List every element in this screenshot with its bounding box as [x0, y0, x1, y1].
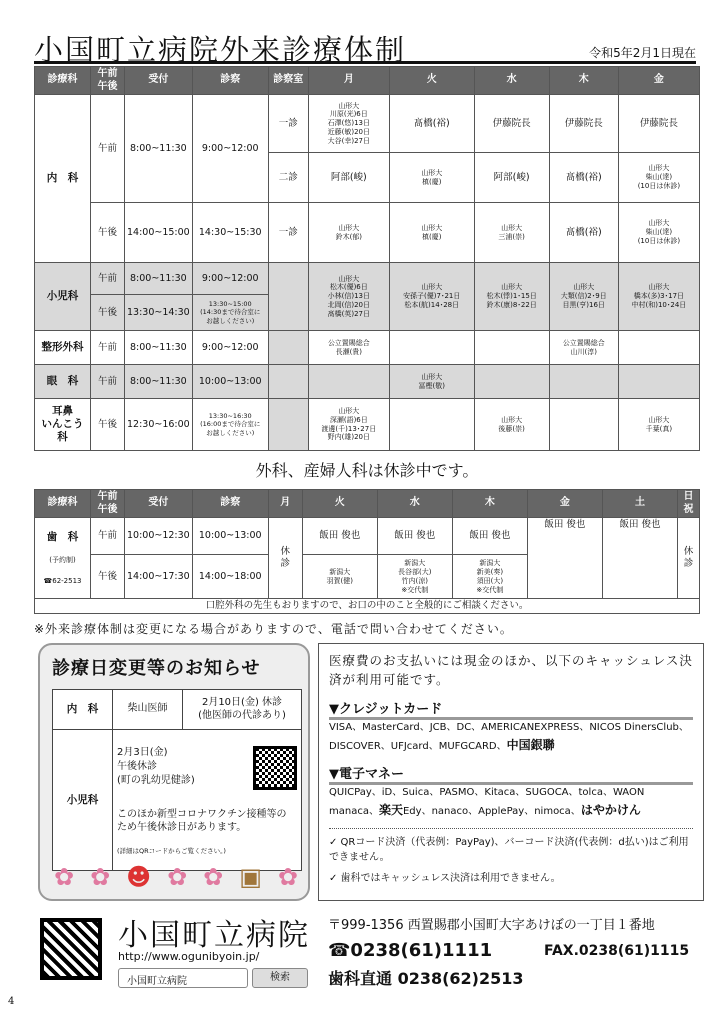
- th-ampm: 午前午後: [91, 67, 125, 95]
- cell: 山形大 深瀬(語)6日 渡邊(千)13･27日 野内(雄)20日: [308, 399, 389, 451]
- cell-empty: [268, 263, 308, 331]
- cell: 伊藤院長: [618, 95, 699, 153]
- th-thu: 木: [549, 67, 618, 95]
- table-row: [35, 599, 700, 614]
- cell: 山形大 鈴木(郁): [308, 203, 389, 263]
- qr-code-icon[interactable]: [40, 918, 102, 980]
- cell: 午前: [91, 331, 125, 365]
- cell: 8:00~11:30: [125, 331, 193, 365]
- cell: 新潟大 新美(奏) 須田(大) ※交代制: [452, 555, 527, 599]
- dental-schedule-table: [34, 489, 700, 614]
- table-header-row: [35, 490, 700, 518]
- search-button[interactable]: 検索: [252, 968, 308, 988]
- cell: 14:00~18:00: [192, 555, 268, 599]
- cell: 山形大 柴山(達) (10日は休診): [618, 203, 699, 263]
- cell: 柴山医師: [113, 690, 183, 730]
- th-mon: 月: [268, 490, 302, 518]
- decoration: [54, 863, 298, 891]
- table-header-row: [35, 67, 700, 95]
- cell: 10:00~13:00: [192, 518, 268, 555]
- cell: 山形大 冨樫(敬): [389, 365, 474, 399]
- caution-note: ※外来診療体制は変更になる場合がありますので、電話で問い合わせてください。: [34, 622, 513, 636]
- cell: 山形大 千葉(真): [618, 399, 699, 451]
- th-reception: 受付: [125, 67, 193, 95]
- dept-naika: 内 科: [35, 95, 91, 263]
- cell: 飯田 俊也: [527, 518, 602, 599]
- table-row: [35, 518, 700, 555]
- dept-ganka: 眼 科: [35, 365, 91, 399]
- th-wed: 水: [474, 67, 549, 95]
- cell: 山形大 大類(信)2･9日 目黒(亨)16日: [549, 263, 618, 331]
- th-wed: 水: [377, 490, 452, 518]
- dept-shika: [35, 518, 91, 599]
- footer: [38, 908, 708, 988]
- th-dept: 診療科: [35, 490, 91, 518]
- cell: 飯田 俊也: [452, 518, 527, 555]
- table-row: [53, 690, 302, 730]
- cell: 飯田 俊也: [602, 518, 677, 599]
- emoney-title: ▼電子マネー: [329, 763, 693, 785]
- cell: 午前: [91, 365, 125, 399]
- cell: 二診: [268, 153, 308, 203]
- cell-empty: [268, 365, 308, 399]
- cell: 山形大 柴山(達) (10日は休診): [618, 153, 699, 203]
- notice-text3: (詳細はQRコードからご覧ください。): [117, 846, 226, 855]
- emoney-list: [329, 785, 693, 820]
- cell: 公立置賜総合 長瀬(貴): [308, 331, 389, 365]
- cell: 午後: [91, 399, 125, 451]
- cell: 午後: [91, 203, 125, 263]
- as-of-date: 令和5年2月1日現在: [589, 46, 696, 60]
- flower-icon: ✿: [203, 863, 224, 891]
- hospital-name: 小国町立病院: [118, 918, 310, 953]
- cell: 午後: [91, 295, 125, 331]
- cell: 髙橋(裕): [389, 95, 474, 153]
- th-mon: 月: [308, 67, 389, 95]
- th-fri: 金: [618, 67, 699, 95]
- th-exam: 診察: [192, 490, 268, 518]
- th-sun: 日祝: [678, 490, 700, 518]
- th-dept: 診療科: [35, 67, 91, 95]
- dental-footer: 口腔外科の先生もおりますので、お口の中のこと全般的にご相談ください。: [35, 599, 700, 614]
- th-ampm: 午前午後: [91, 490, 125, 518]
- th-tue: 火: [302, 490, 377, 518]
- qr-code-icon[interactable]: [253, 746, 297, 790]
- cell: 14:00~17:30: [125, 555, 193, 599]
- divider: [329, 828, 693, 829]
- cell: 公立置賜総合 山川(淳): [549, 331, 618, 365]
- dental-direct: 歯科直通 0238(62)2513: [328, 969, 524, 988]
- notice-detail: [113, 730, 302, 871]
- flower-icon: ✿: [54, 863, 75, 891]
- cell: 小児科: [53, 730, 113, 871]
- table-row: [35, 365, 700, 399]
- cell: 山形大 橋本(多)3･17日 中村(和)10･24日: [618, 263, 699, 331]
- cell: 9:00~12:00: [192, 331, 268, 365]
- cell: 一診: [268, 203, 308, 263]
- cell: 飯田 俊也: [377, 518, 452, 555]
- cell: 山形大 松木(優)6日 小林(信)13日 北岡(信)20日 髙橋(英)27日: [308, 263, 389, 331]
- reservation-label: (予約制): [49, 555, 76, 564]
- cell-empty: [308, 365, 389, 399]
- cell-empty: [268, 399, 308, 451]
- cell: 山形大 松木(悸)1･15日 鈴木(康)8･22日: [474, 263, 549, 331]
- cell: 新潟大 長谷部(大) 竹内(涼) ※交代制: [377, 555, 452, 599]
- dept-label: 歯 科: [46, 530, 79, 543]
- cell: 午前: [91, 518, 125, 555]
- cell-empty: [549, 399, 618, 451]
- cell: 14:00~15:00: [125, 203, 193, 263]
- cell: 髙橋(裕): [549, 153, 618, 203]
- cell: 髙橋(裕): [549, 203, 618, 263]
- cell-empty: [389, 399, 474, 451]
- cell: 8:00~11:30: [125, 95, 193, 203]
- table-row: [35, 203, 700, 263]
- notice-text2: このほか新型コロナワクチン接種等の ため午後休診日があります。: [117, 809, 287, 833]
- telephone: ☎0238(61)1111: [328, 940, 493, 961]
- cell: 10:00~13:00: [192, 365, 268, 399]
- cell: 内 科: [53, 690, 113, 730]
- cell: 山形大 安孫子(優)7･21日 松本(航)14･28日: [389, 263, 474, 331]
- cell: 9:00~12:00: [192, 263, 268, 295]
- cell: 8:00~11:30: [125, 263, 193, 295]
- fax: FAX.0238(61)1115: [544, 943, 690, 959]
- schedule-change-notice: [38, 643, 310, 901]
- table-row: [35, 331, 700, 365]
- cell-empty: [549, 365, 618, 399]
- cell: 10:00~12:30: [125, 518, 193, 555]
- cell: 午前: [91, 95, 125, 203]
- hospital-url[interactable]: http://www.ogunibyoin.jp/: [118, 950, 260, 963]
- cell: 12:30~16:00: [125, 399, 193, 451]
- payment-info: [318, 643, 704, 901]
- cell: 休 診: [678, 518, 700, 599]
- flower-icon: ✿: [167, 863, 188, 891]
- cell: 休 診: [268, 518, 302, 599]
- dept-jibika: 耳鼻 いんこう科: [35, 399, 91, 451]
- table-row: [35, 399, 700, 451]
- search-input[interactable]: 小国町立病院: [118, 968, 248, 988]
- page-number: 4: [8, 996, 15, 1007]
- cell: 飯田 俊也: [302, 518, 377, 555]
- payment-intro: 医療費のお支払いには現金のほか、以下のキャッシュレス決済が利用可能です。: [329, 653, 693, 687]
- credit-list: [329, 720, 693, 755]
- cell: 2月10日(金) 休診 (他医師の代診あり): [183, 690, 302, 730]
- emoney-bold1: 楽天: [378, 802, 403, 817]
- cell: 13:30~16:30 (16:00まで待合室に お越しください): [192, 399, 268, 451]
- cell: 13:30~14:30: [125, 295, 193, 331]
- th-sat: 土: [602, 490, 677, 518]
- cell: 14:30~15:30: [192, 203, 268, 263]
- th-fri: 金: [527, 490, 602, 518]
- emoney-brands2: Edy、nanaco、ApplePay、nimoca、: [402, 805, 581, 817]
- th-thu: 木: [452, 490, 527, 518]
- cell: 8:00~11:30: [125, 365, 193, 399]
- cell: 伊藤院長: [549, 95, 618, 153]
- notice-text: 2月3日(金) 午後休診 (町の乳幼児健診): [117, 746, 195, 786]
- cell: 新潟大 羽賀(健): [302, 555, 377, 599]
- dept-shonika: 小児科: [35, 263, 91, 331]
- cell: 伊藤院長: [474, 95, 549, 153]
- emoney-bold2: はやかけん: [580, 802, 641, 817]
- cell: 山形大 槙(慶): [389, 203, 474, 263]
- closed-dept-note: 外科、産婦人科は休診中です。: [255, 461, 479, 480]
- cell: 午後: [91, 555, 125, 599]
- cell-empty: [389, 331, 474, 365]
- cell: 阿部(峻): [308, 153, 389, 203]
- credit-title: ▼クレジットカード: [329, 698, 693, 720]
- table-row: [35, 95, 700, 153]
- th-room: 診察室: [268, 67, 308, 95]
- page-title: [34, 28, 696, 67]
- cell-empty: [474, 331, 549, 365]
- flower-icon: ✿: [277, 863, 298, 891]
- payment-note1: ✓ QRコード決済（代表例：PayPay)、バーコード決済(代表例：d払い)はご利用できません。: [329, 836, 689, 863]
- notice-table: [52, 689, 302, 871]
- cell: 9:00~12:00: [192, 95, 268, 203]
- table-row: [35, 263, 700, 295]
- credit-brands: VISA、MasterCard、JCB、DC、AMERICANEXPRESS、NICOS DinersClub、DISCOVER、UFJcard、MUFGCARD、: [329, 721, 689, 752]
- cell: 山形大 後藤(崇): [474, 399, 549, 451]
- cell: 一診: [268, 95, 308, 153]
- th-exam: 診察: [192, 67, 268, 95]
- cell: 山形大 槙(慶): [389, 153, 474, 203]
- bean-box-icon: ▣: [239, 863, 262, 891]
- th-reception: 受付: [125, 490, 193, 518]
- credit-bold: 中国銀聯: [506, 737, 555, 752]
- address: 〒999-1356 西置賜郡小国町大字あけぼの一丁目１番地: [328, 918, 655, 933]
- cell: 阿部(峻): [474, 153, 549, 203]
- flower-icon: ✿: [90, 863, 111, 891]
- cell: 山形大 川原(光)6日 石澤(悠)13日 近藤(敏)20日 大谷(幸)27日: [308, 95, 389, 153]
- cell-empty: [268, 331, 308, 365]
- th-tue: 火: [389, 67, 474, 95]
- oni-icon: ☻: [126, 863, 152, 891]
- emoney-brands: QUICPay、iD、Suica、PASMO、Kitaca、SUGOCA、tolca、WAON manaca、: [329, 786, 645, 817]
- payment-note2: ✓ 歯科ではキャッシュレス決済は利用できません。: [329, 872, 561, 884]
- outpatient-schedule-table: [34, 66, 700, 451]
- cell-empty: [618, 365, 699, 399]
- dental-phone: ☎62-2513: [43, 576, 82, 585]
- table-row: [53, 730, 302, 871]
- notice-title: 診療日変更等のお知らせ: [52, 658, 261, 679]
- dept-seikei: 整形外科: [35, 331, 91, 365]
- title-text: 小国町立病院外来診療体制: [34, 33, 407, 67]
- cell: 午前: [91, 263, 125, 295]
- cell: 13:30~15:00 (14:30まで待合室に お越しください): [192, 295, 268, 331]
- cell-empty: [474, 365, 549, 399]
- cell-empty: [618, 331, 699, 365]
- cell: 山形大 三浦(崇): [474, 203, 549, 263]
